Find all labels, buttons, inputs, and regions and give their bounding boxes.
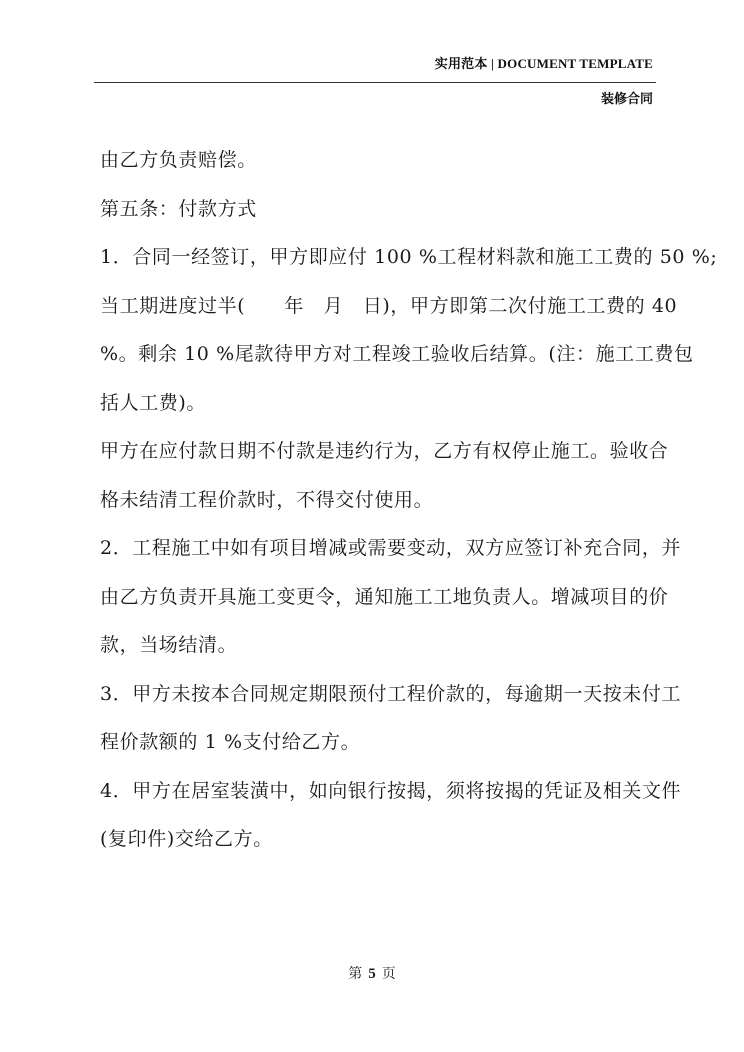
body-line: 程价款额的 1 %支付给乙方。 — [100, 731, 361, 753]
body-line: 当工期进度过半( 年 月 日)，甲方即第二次付施工工费的 40 — [100, 294, 678, 317]
document-body — [100, 136, 718, 864]
page-footer — [0, 963, 744, 983]
body-line: 格未结清工程价款时，不得交付使用。 — [100, 488, 434, 511]
body-line: 1．合同一经签订，甲方即应付 100 %工程材料款和施工工费的 50 %; — [100, 246, 718, 268]
body-line: 甲方在应付款日期不付款是违约行为，乙方有权停止施工。验收合 — [100, 440, 669, 462]
body-line: 4．甲方在居室装潢中，如向银行按揭，须将按揭的凭证及相关文件 — [100, 779, 682, 802]
body-line: 3．甲方未按本合同规定期限预付工程价款的，每逾期一天按未付工 — [100, 682, 682, 705]
footer-prefix: 第 — [348, 966, 363, 982]
body-line: 括人工费)。 — [100, 391, 207, 414]
header-subtitle: 装修合同 — [600, 91, 653, 106]
body-line: 款，当场结清。 — [100, 634, 238, 656]
footer-suffix: 页 — [381, 966, 396, 982]
body-line: 由乙方负责赔偿。 — [100, 149, 257, 171]
body-line: %。剩余 10 %尾款待甲方对工程竣工验收后结算。(注：施工工费包 — [100, 343, 694, 365]
header-divider — [94, 82, 656, 83]
body-line: 2．工程施工中如有项目增减或需要变动，双方应签订补充合同，并 — [100, 537, 682, 559]
body-line: (复印件)交给乙方。 — [100, 828, 273, 850]
header-title: 实用范本 | DOCUMENT TEMPLATE — [434, 56, 653, 71]
body-line: 由乙方负责开具施工变更令，通知施工工地负责人。增减项目的价 — [100, 585, 669, 608]
section-heading: 第五条：付款方式 — [100, 197, 257, 220]
page-number: 5 — [368, 966, 376, 982]
